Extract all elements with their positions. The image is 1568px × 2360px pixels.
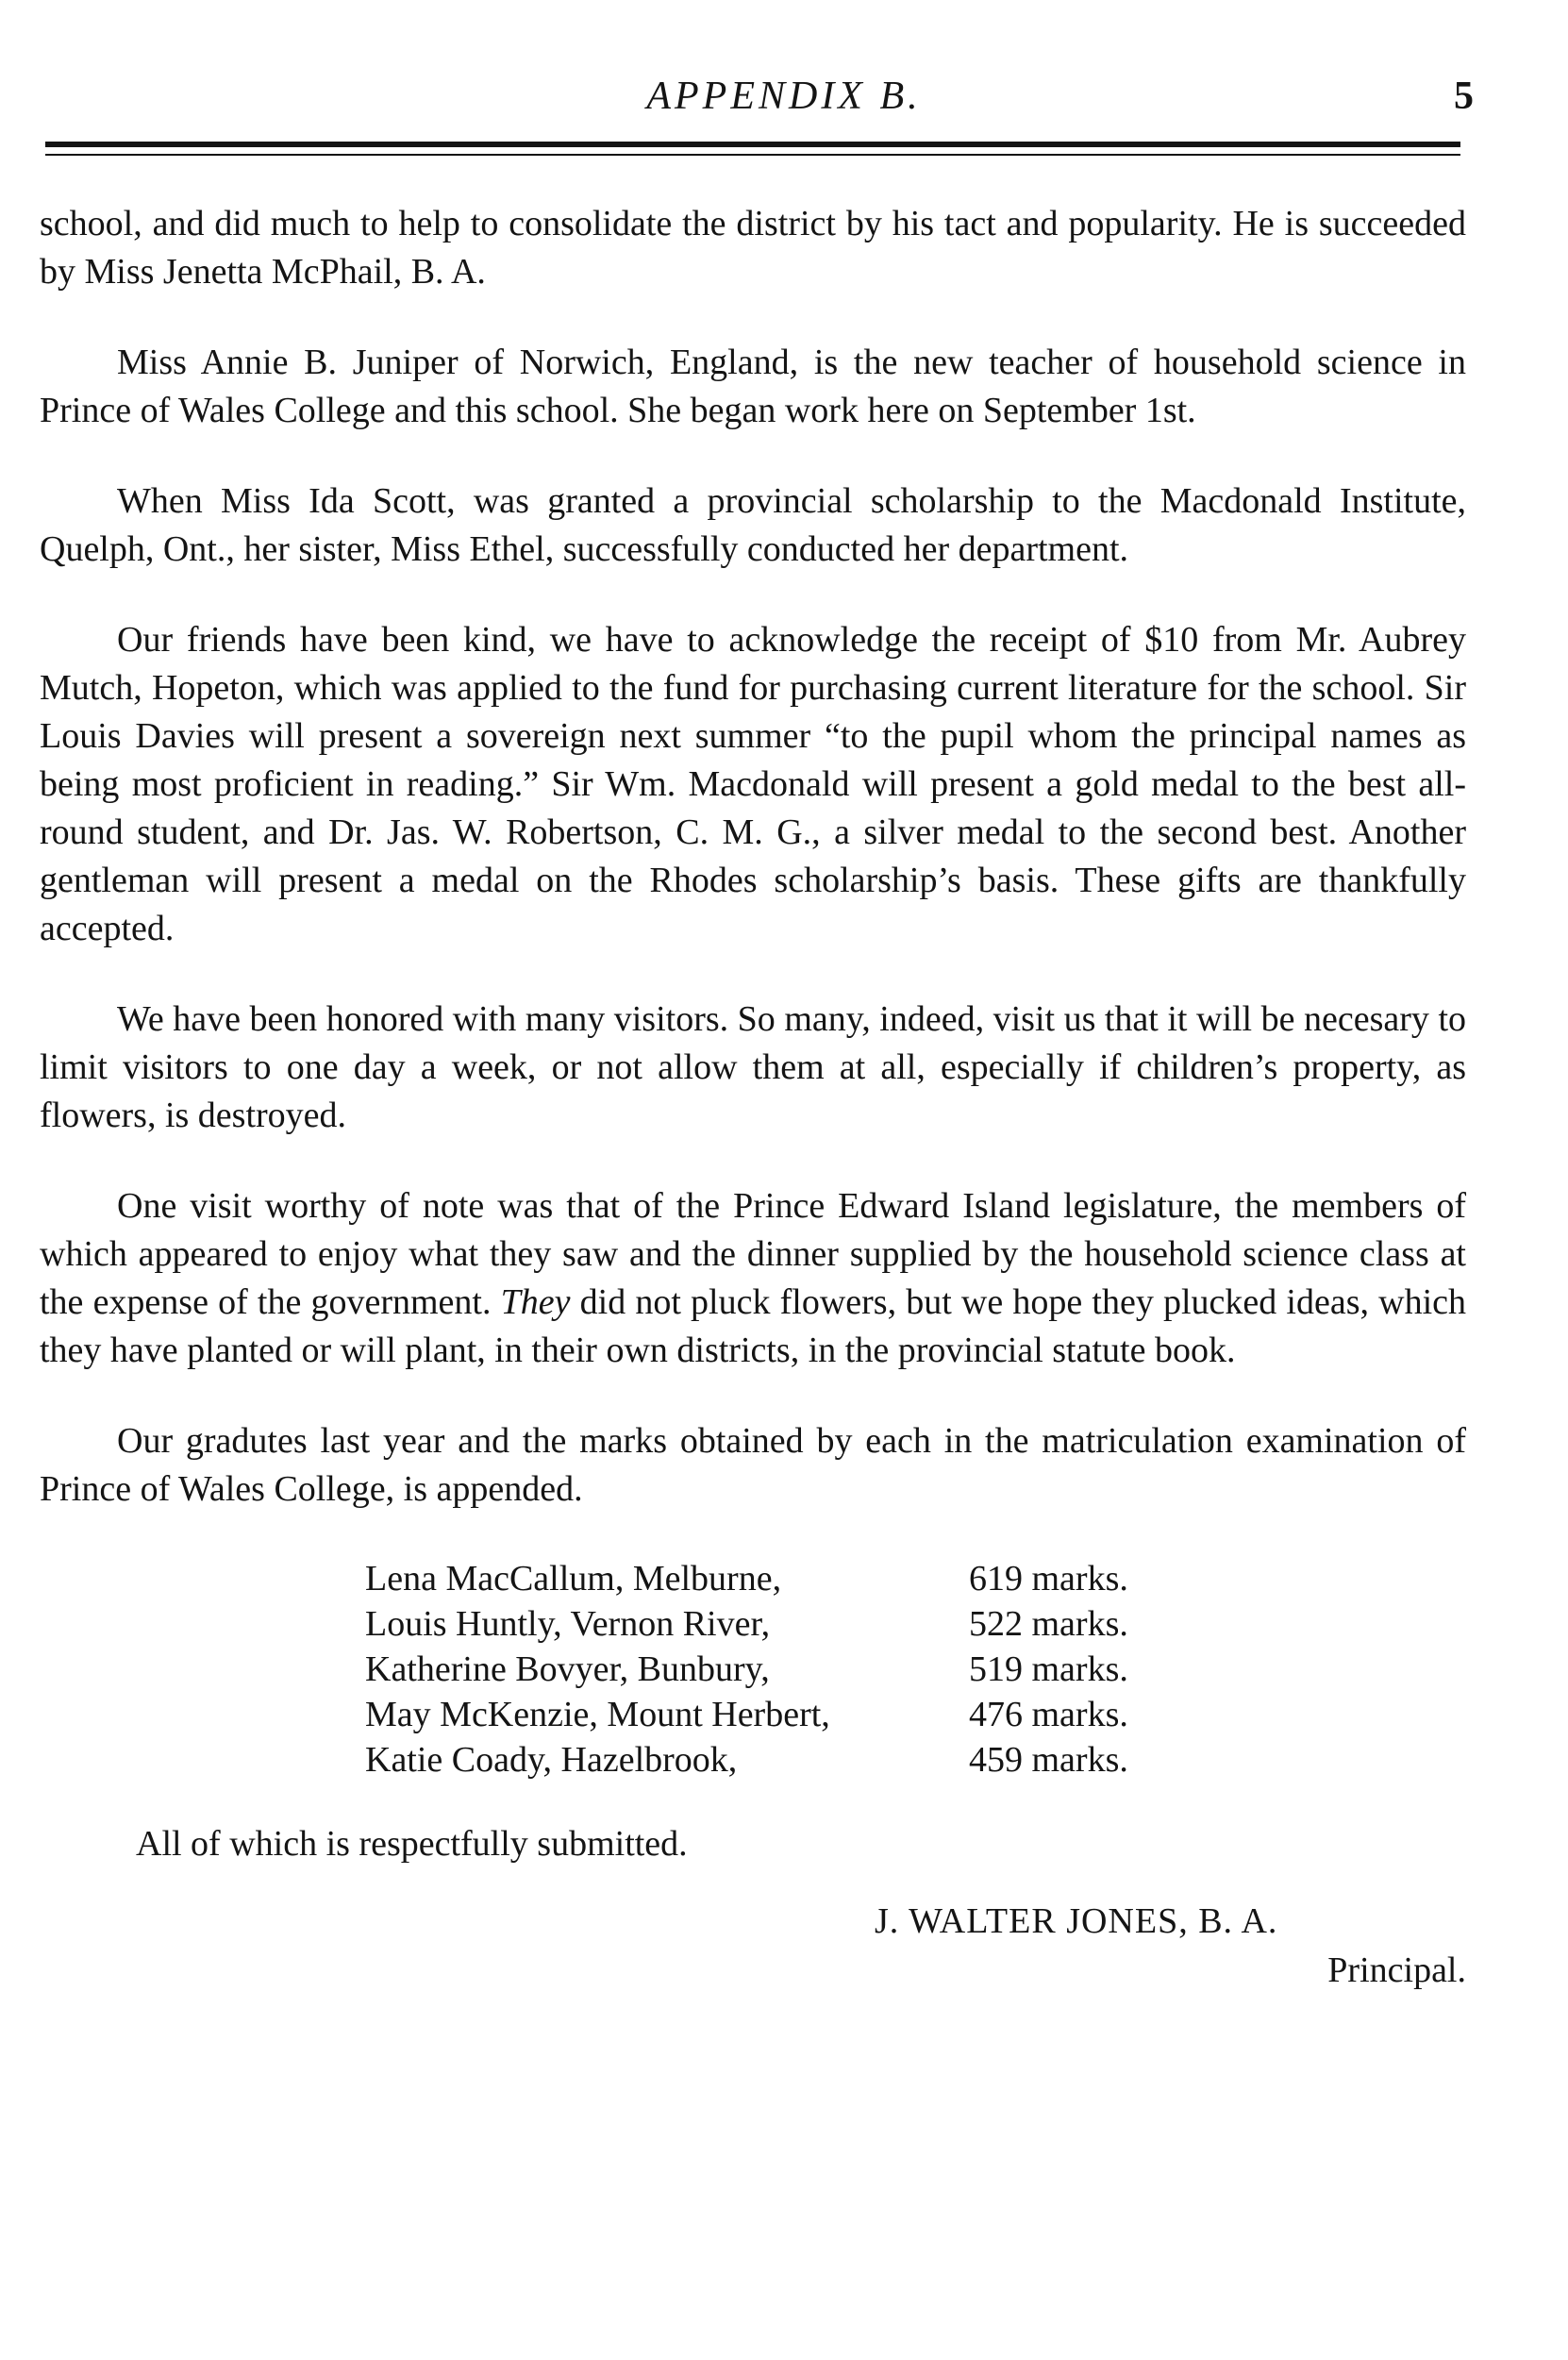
legislature-emphasis: They	[500, 1282, 571, 1322]
legislature-lead: One visit worthy of note was that of the Prince Edward Island legislature, the members of which appeared to enjoy what they saw and the dinner supplied by the household science class at the expense of the government.	[40, 1186, 1466, 1322]
graduate-name: Katherine Bovyer, Bunbury,	[365, 1649, 770, 1689]
paragraph-gifts: Our friends have been kind, we have to acknowledge the receipt of $10 from Mr. Aubrey Mutch, Hopeton, which was applied to the fund for purchasing current literature for the school. Sir Louis Davies will present a sovereign next summer “to the pupil whom the principal names as being most proficient in reading.” Sir Wm. Macdonald will present a gold medal to the best all-round student, and Dr. Jas. W. Robertson, C. M. G., a silver medal to the second best. Another gentleman will present a medal on the Rhodes scholarship’s basis. These gifts are thankfully accepted.	[40, 620, 1466, 948]
graduate-name: Louis Huntly, Vernon River,	[365, 1604, 771, 1644]
header-rule-thick	[45, 142, 1460, 147]
running-title: APPENDIX B.	[646, 75, 922, 118]
signature-name: J. WALTER JONES, B. A.	[875, 1901, 1278, 1941]
graduates-list	[365, 1556, 1214, 1783]
graduate-marks: 459 marks.	[969, 1740, 1128, 1780]
graduate-marks: 619 marks.	[969, 1559, 1128, 1598]
closing-line: All of which is respectfully submitted.	[136, 1824, 688, 1864]
paragraph-graduates-intro: Our gradutes last year and the marks obtained by each in the matriculation examination of Prince of Wales College, is appended.	[40, 1421, 1466, 1509]
graduate-row	[365, 1601, 1214, 1647]
graduate-row	[365, 1647, 1214, 1692]
body-text	[40, 200, 1466, 2014]
signature-block	[40, 1900, 1466, 2014]
signature-title: Principal.	[1327, 1950, 1466, 1990]
page-number: 5	[1454, 75, 1474, 118]
graduate-marks: 519 marks.	[969, 1649, 1128, 1689]
paragraph-scholarship: When Miss Ida Scott, was granted a provincial scholarship to the Macdonald Institute, Quelph, Ont., her sister, Miss Ethel, successfully conducted her department.	[40, 481, 1466, 569]
graduate-name: Katie Coady, Hazelbrook,	[365, 1740, 738, 1780]
legislature-rest: did not pluck flowers, but we hope they plucked ideas, which they have planted or will plant, in their own districts, in the provincial statute book.	[40, 1282, 1466, 1370]
graduate-row	[365, 1556, 1214, 1601]
paragraph-visitors: We have been honored with many visitors. So many, indeed, visit us that it will be necesary to limit visitors to one day a week, or not allow them at all, especially if children’s property, as flowers, is destroyed.	[40, 999, 1466, 1135]
running-header	[0, 74, 1568, 130]
paragraph-continuation: school, and did much to help to consolidate the district by his tact and popularity. He is succeeded by Miss Jenetta McPhail, B. A.	[40, 204, 1466, 292]
graduate-row	[365, 1737, 1214, 1783]
header-rule-thin	[45, 154, 1460, 156]
graduate-name: May McKenzie, Mount Herbert,	[365, 1695, 830, 1734]
graduate-name: Lena MacCallum, Melburne,	[365, 1559, 782, 1598]
paragraph-new-teacher: Miss Annie B. Juniper of Norwich, England, is the new teacher of household science in Prince of Wales College and this school. She began work here on September 1st.	[40, 343, 1466, 430]
graduate-row	[365, 1692, 1214, 1737]
paragraph-legislature	[40, 1182, 1466, 1375]
graduate-marks: 476 marks.	[969, 1695, 1128, 1734]
graduate-marks: 522 marks.	[969, 1604, 1128, 1644]
